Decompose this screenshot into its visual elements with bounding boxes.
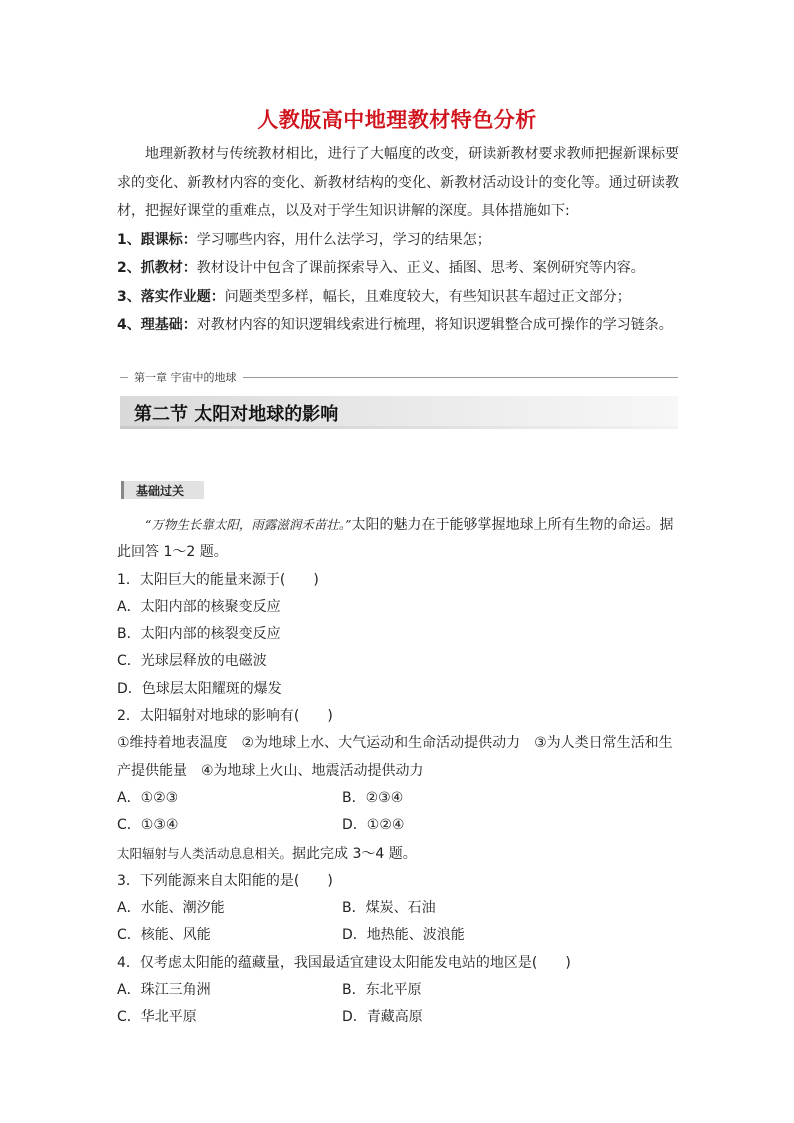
q3-option: C．核能、风能 <box>117 927 211 944</box>
q4-option: B．东北平原 <box>342 982 422 999</box>
q3-option: A．水能、潮汐能 <box>117 900 225 917</box>
q1-option: C．光球层释放的电磁波 <box>117 653 267 670</box>
passage-2 <box>117 840 679 868</box>
intro-item <box>117 283 679 312</box>
intro-item-label: 3、落实作业题： <box>117 288 225 305</box>
intro-item <box>117 254 679 283</box>
intro-item <box>117 226 679 255</box>
q2-option-row <box>117 812 679 839</box>
q4-option: A．珠江三角洲 <box>117 982 211 999</box>
basics-tag-label: 基础过关 <box>136 484 185 498</box>
question-section <box>117 511 679 1032</box>
passage-1 <box>117 511 679 567</box>
intro-item-text: 问题类型多样，幅长，且难度较大，有些知识甚车超过正文部分； <box>224 288 631 305</box>
q3-option: B．煤炭、石油 <box>342 900 436 917</box>
page-title: 人教版高中地理教材特色分析 <box>257 108 537 132</box>
q3-option: D．地热能、波浪能 <box>342 927 465 944</box>
q1-option: A．太阳内部的核聚变反应 <box>117 598 281 615</box>
q2-option: C．①③④ <box>117 817 179 834</box>
passage-2-text: 据此完成 3～4 题。 <box>292 845 417 862</box>
q2-option: A．①②③ <box>117 789 179 806</box>
intro-item-label: 2、抓教材： <box>117 260 197 276</box>
question-4-stem: 4．仅考虑太阳能的蕴藏量，我国最适宜建设太阳能发电站的地区是( ) <box>117 954 571 971</box>
intro-item-text: 教材设计中包含了课前探索导入、正义、插图、思考、案例研究等内容。 <box>196 260 645 276</box>
section-banner-shadow <box>120 426 678 429</box>
question-1-stem: 1．太阳巨大的能量来源于( ) <box>117 571 319 588</box>
q4-option-row <box>117 977 679 1004</box>
basics-tag <box>121 481 204 499</box>
intro-paragraph: 地理新教材与传统教材相比，进行了大幅度的改变，研读新教材要求教师把握新课标要求的变化、新教材内容的变化、新教材结构的变化、新教材活动设计的变化等。通过研读教材，把握好课堂的重难点，以及对于学生知识讲解的深度。具体措施如下: <box>117 146 679 219</box>
q1-option: D．色球层太阳耀斑的爆发 <box>117 680 282 697</box>
passage-1-quote: “万物生长靠太阳，雨露滋润禾苗壮。” <box>145 517 352 532</box>
q1-option: B．太阳内部的核裂变反应 <box>117 626 281 643</box>
q2-option: D．①②④ <box>342 817 405 834</box>
section-title: 第二节 太阳对地球的影响 <box>134 404 339 425</box>
chapter-label: 第一章 宇宙中的地球 <box>128 369 243 385</box>
intro-item-text: 对教材内容的知识逻辑线索进行梳理，将知识逻辑整合成可操作的学习链条。 <box>196 317 673 333</box>
passage-2-lead: 太阳辐射与人类活动息息相关。 <box>117 845 293 861</box>
chapter-header <box>120 366 678 430</box>
question-2-stem: 2．太阳辐射对地球的影响有( ) <box>117 708 333 725</box>
intro-item-label: 4、理基础： <box>117 317 197 333</box>
section-banner <box>120 396 678 426</box>
question-2-statements: ①维持着地表温度 ②为地球上水、大气运动和生命活动提供动力 ③为人类日常生活和生产提供能量 ④为地球上火山、地震活动提供动力 <box>117 735 673 779</box>
q4-option-row <box>117 1004 679 1031</box>
intro-item-text: 学习哪些内容，用什么法学习，学习的结果怎； <box>196 231 491 248</box>
intro-item <box>117 311 679 340</box>
q2-option-row <box>117 785 679 812</box>
intro-item-label: 1、跟课标： <box>117 231 197 248</box>
intro-section <box>117 140 679 340</box>
q4-option: C．华北平原 <box>117 1009 197 1026</box>
q2-option: B．②③④ <box>342 789 404 806</box>
passage-1-text: 太阳的魅力在于能够掌握地球上所有生物的命运。据此回答 1～2 题。 <box>117 517 674 561</box>
q4-option: D．青藏高原 <box>342 1009 423 1026</box>
q3-option-row <box>117 922 679 949</box>
q3-option-row <box>117 895 679 922</box>
question-3-stem: 3．下列能源来自太阳能的是( ) <box>117 872 333 889</box>
